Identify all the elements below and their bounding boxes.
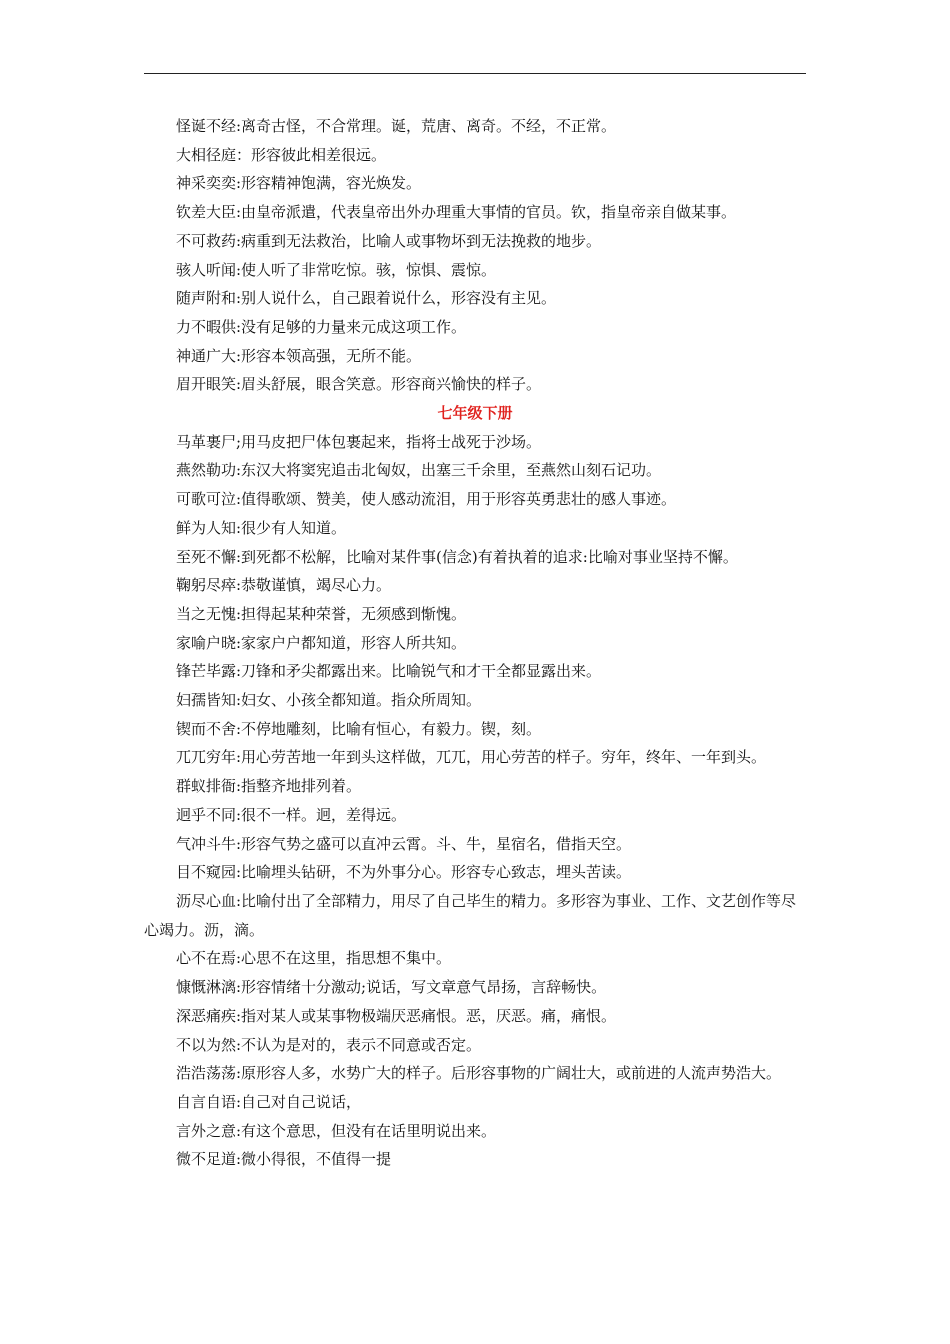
idiom-entry: 力不暇供:没有足够的力量来元成这项工作。 — [176, 317, 467, 336]
idiom-entry: 大相径庭：形容彼此相差很远。 — [176, 145, 387, 164]
idiom-entry: 锋芒毕露:刀锋和矛尖都露出来。比喻锐气和才干全都显露出来。 — [176, 662, 602, 681]
idiom-entry: 迥乎不同:很不一样。迥，差得远。 — [176, 805, 407, 824]
idiom-entry: 自言自语:自己对自己说话， — [176, 1092, 362, 1111]
idiom-entry: 骇人听闻:使人听了非常吃惊。骇，惊惧、震惊。 — [176, 260, 497, 279]
idiom-entry: 浩浩荡荡:原形容人多，水势广大的样子。后形容事物的广阔壮大，或前进的人流声势浩大。 — [176, 1064, 782, 1083]
header-rule — [144, 73, 806, 74]
idiom-entry: 燕然勒功:东汉大将窦宪追击北匈奴，出塞三千余里，至燕然山刻石记功。 — [176, 461, 662, 480]
idiom-entry: 怪诞不经:离奇古怪，不合常理。诞，荒唐、离奇。不经，不正常。 — [176, 117, 617, 135]
document-body — [144, 112, 806, 1174]
idiom-entry: 深恶痛疾:指对某人或某事物极端厌恶痛恨。恶，厌恶。痛，痛恨。 — [176, 1006, 617, 1025]
idiom-entry: 微不足道:微小得很，不值得一提 — [176, 1150, 392, 1169]
idiom-entry: 沥尽心血:比喻付出了全部精力，用尽了自己毕生的精力。多形容为事业、工作、文艺创作等尽心竭力。沥，滴。 — [144, 891, 797, 939]
idiom-entry: 心不在焉:心思不在这里，指思想不集中。 — [176, 949, 452, 968]
idiom-entry: 当之无愧:担得起某种荣誉，无须感到惭愧。 — [176, 604, 467, 623]
idiom-entry: 不以为然:不认为是对的，表示不同意或否定。 — [176, 1035, 482, 1054]
idiom-entry: 至死不懈:到死都不松解，比喻对某件事(信念)有着执着的追求:比喻对事业坚持不懈。 — [176, 547, 738, 566]
idiom-entry: 兀兀穷年:用心劳苦地一年到头这样做，兀兀，用心劳苦的样子。穷年，终年、一年到头。 — [176, 748, 767, 767]
idiom-entry: 家喻户晓:家家户户都知道，形容人所共知。 — [176, 633, 467, 652]
idiom-entry: 可歌可泣:值得歌颂、赞美，使人感动流泪，用于形容英勇悲壮的感人事迹。 — [176, 490, 677, 509]
section-heading: 七年级下册 — [437, 404, 513, 423]
idiom-entry: 眉开眼笑:眉头舒展，眼含笑意。形容商兴愉快的样子。 — [176, 375, 542, 394]
idiom-entry: 钦差大臣:由皇帝派遣，代表皇帝出外办理重大事情的官员。钦，指皇帝亲自做某事。 — [176, 203, 737, 222]
idiom-entry: 妇孺皆知:妇女、小孩全都知道。指众所周知。 — [176, 691, 482, 710]
idiom-entry: 群蚁排衙:指整齐地排列着。 — [176, 777, 362, 796]
idiom-entry: 气冲斗牛:形容气势之盛可以直冲云霄。斗、牛，星宿名，借指天空。 — [176, 834, 632, 853]
idiom-entry: 神采奕奕:形容精神饱满，容光焕发。 — [176, 174, 422, 193]
idiom-entry: 鲜为人知:很少有人知道。 — [176, 518, 347, 537]
idiom-entry: 锲而不舍:不停地雕刻，比喻有恒心，有毅力。锲，刻。 — [176, 719, 542, 738]
idiom-entry: 目不窥园:比喻埋头钻研，不为外事分心。形容专心致志，埋头苦读。 — [176, 863, 632, 882]
idiom-entry: 鞠躬尽瘁:恭敬谨慎，竭尽心力。 — [176, 576, 392, 595]
idiom-entry: 随声附和:别人说什么，自己跟着说什么，形容没有主见。 — [176, 289, 557, 308]
idiom-entry: 言外之意:有这个意思，但没有在话里明说出来。 — [176, 1121, 497, 1140]
idiom-entry: 神通广大:形容本领高强，无所不能。 — [176, 346, 422, 365]
idiom-entry: 马革裹尸;用马皮把尸体包裹起来，指将士战死于沙场。 — [176, 432, 542, 451]
idiom-entry: 慷慨淋漓:形容情绪十分激动;说话，写文章意气昂扬，言辞畅快。 — [176, 978, 607, 997]
idiom-entry: 不可救药:病重到无法救治，比喻人或事物坏到无法挽救的地步。 — [176, 231, 602, 250]
